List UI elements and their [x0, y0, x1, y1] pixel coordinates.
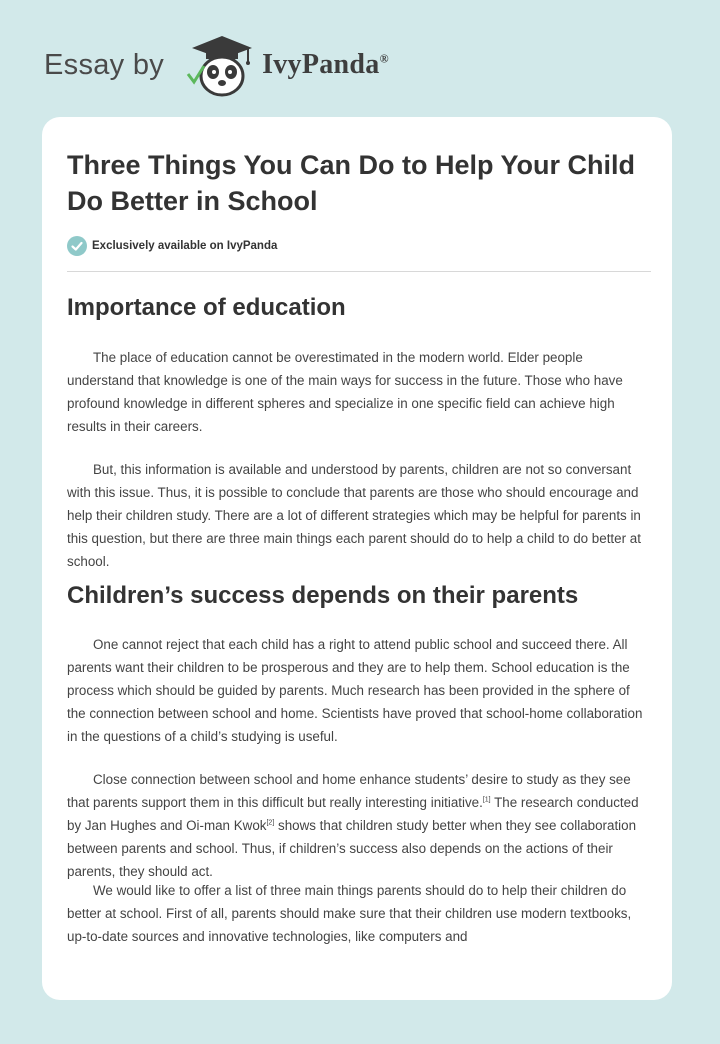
- paragraph: We would like to offer a list of three main things parents should do to help their children do better at school. First of all, parents should make sure that their children use modern textbooks, up-to-date sources and innovative technologies, like computers and: [67, 883, 632, 944]
- paragraph: But, this information is available and understood by parents, children are not so conversant with this issue. Thus, it is possible to conclude that parents are those who should encourage and help their children study. There are a lot of different strategies which may be helpful for parents in this question, but there are three main things each parent should do to help a child to do better at school.: [67, 462, 641, 569]
- divider: [67, 271, 651, 272]
- paragraph: Close connection between school and home enhance students’ desire to study as they see that parents support them in this difficult but really interesting initiative.[1] The research conducted by Jan Hughes and Oi-man Kwok[2] shows that children study better when they see collaboration between parents and school. Thus, if children’s success also depends on the actions of their parents, they should act.: [67, 772, 639, 879]
- essay-card: [42, 117, 672, 1000]
- panda-logo-icon: [182, 30, 260, 100]
- brand-header: [44, 30, 389, 100]
- brand-name: IvyPanda®: [262, 49, 389, 80]
- section-heading-success: Children’s success depends on their parents: [67, 582, 579, 609]
- essay-title: Three Things You Can Do to Help Your Child Do Better in School: [67, 150, 636, 216]
- check-badge-icon: [67, 236, 87, 256]
- exclusive-badge: [67, 236, 277, 256]
- citation-ref-1[interactable]: [1]: [482, 796, 491, 804]
- section-heading-importance: Importance of education: [67, 294, 346, 321]
- paragraph: The place of education cannot be overestimated in the modern world. Elder people understand that knowledge is one of the main ways for success in the future. Those who have profound knowledge in different spheres and specialize in one specific field can achieve high results in their careers.: [67, 350, 623, 434]
- citation-ref-2[interactable]: [2]: [266, 819, 275, 827]
- paragraph: One cannot reject that each child has a right to attend public school and succeed there. All parents want their children to be prosperous and they are to help them. School education is the process which should be guided by parents. Much research has been provided in the sphere of the connection between school and home. Scientists have proved that school-home collaboration in the questions of a child’s studying is useful.: [67, 637, 643, 744]
- exclusive-text: Exclusively available on IvyPanda: [92, 240, 278, 252]
- brand-prefix: Essay by: [44, 48, 165, 81]
